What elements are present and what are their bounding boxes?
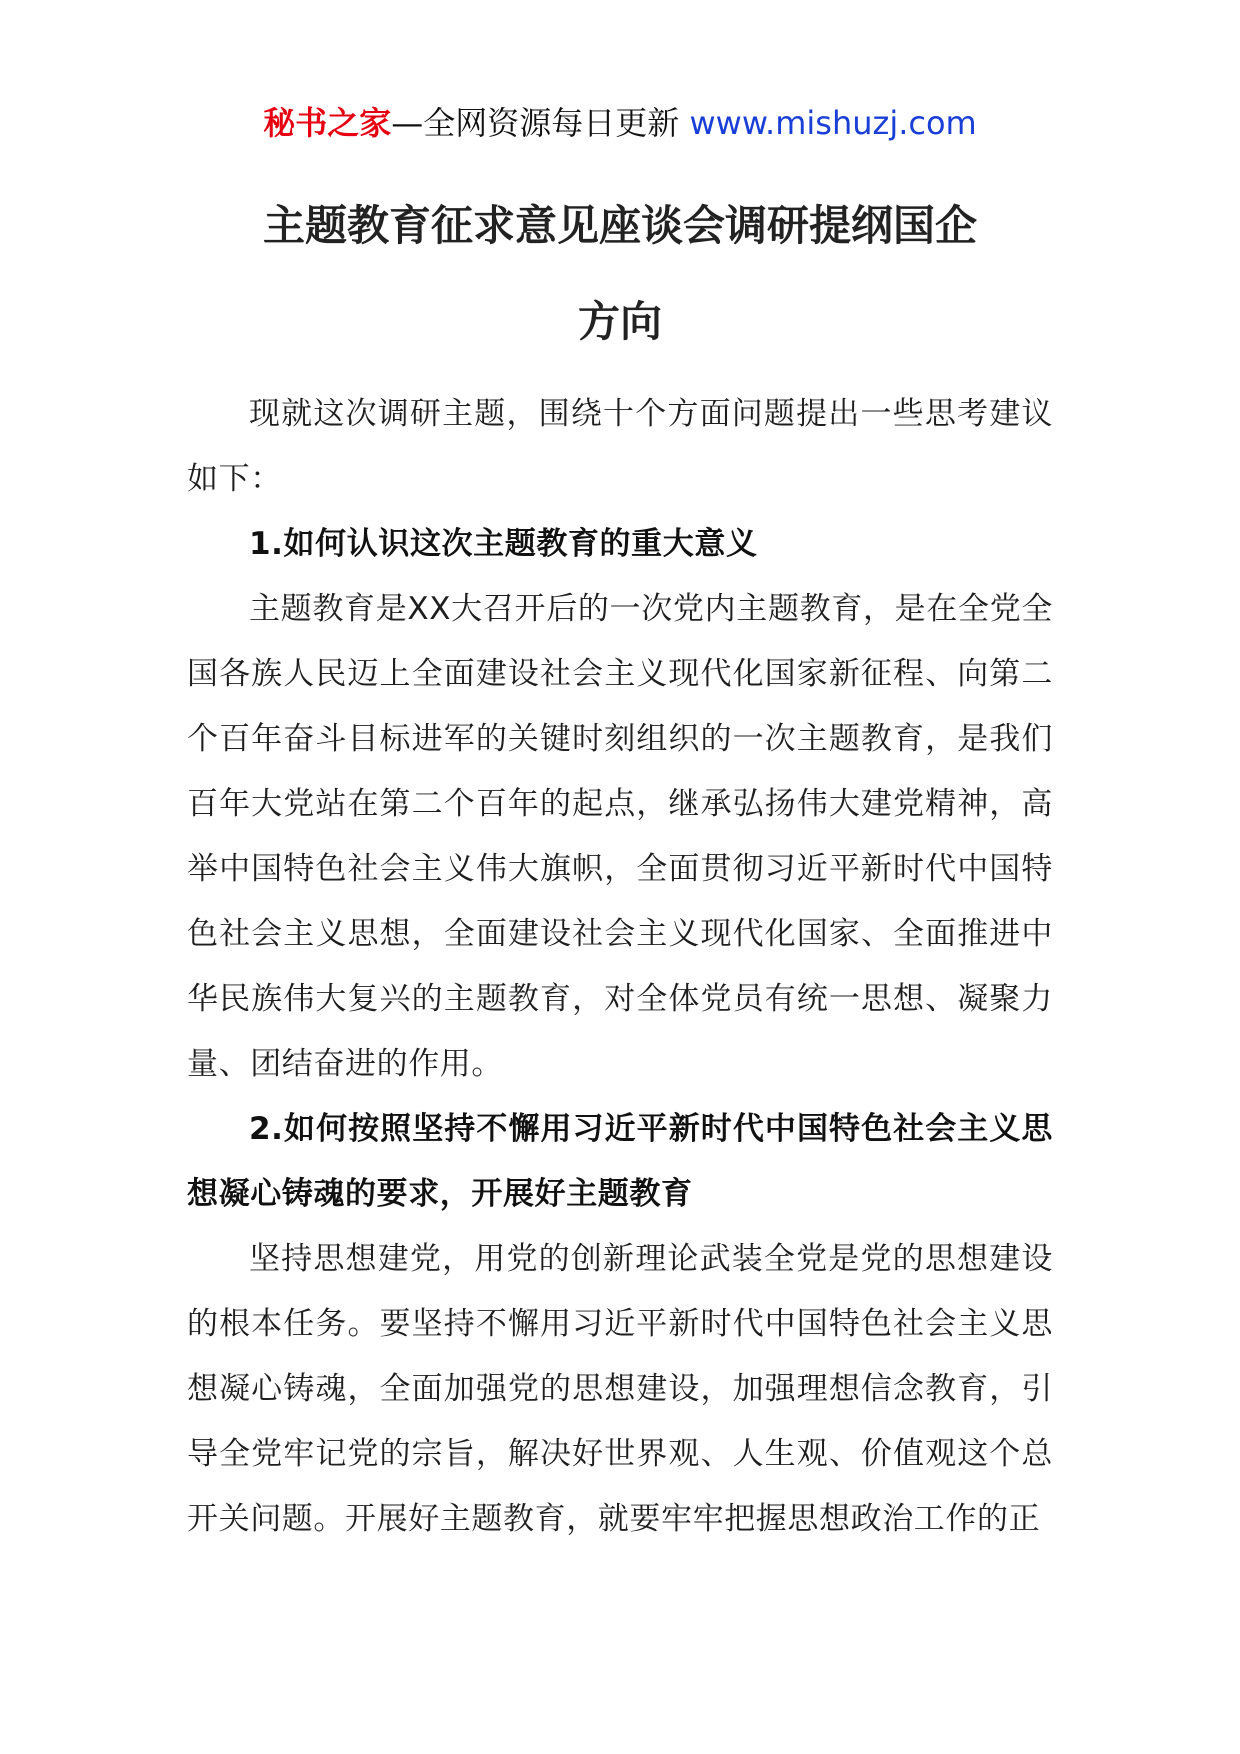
site-url-link[interactable]: www.mishuzj.com <box>689 104 977 142</box>
document-title-line1: 主题教育征求意见座谈会调研提纲国企 <box>262 201 977 250</box>
intro-paragraph: 现就这次调研主题，围绕十个方面问题提出一些思考建议如下： <box>187 396 1053 497</box>
section-heading-2: 2.如何按照坚持不懈用习近平新时代中国特色社会主义思想凝心铸魂的要求，开展好主题教育 <box>187 1111 1053 1212</box>
document-title-line2: 方向 <box>577 297 662 346</box>
body-paragraph-2: 坚持思想建党，用党的创新理论武装全党是党的思想建设的根本任务。要坚持不懈用习近平新时代中国特色社会主义思想凝心铸魂，全面加强党的思想建设，加强理想信念教育，引导全党牢记党的宗旨，解决好世界观、人生观、价值观这个总开关问题。开展好主题教育，就要牢牢把握思想政治工作的正 <box>187 1241 1053 1537</box>
header-tagline: —全网资源每日更新 <box>391 104 680 142</box>
document-body <box>187 382 1053 1552</box>
site-header <box>0 100 1240 146</box>
section-heading-1: 1.如何认识这次主题教育的重大意义 <box>249 526 758 562</box>
brand-name: 秘书之家 <box>263 104 392 142</box>
body-paragraph-1: 主题教育是XX大召开后的一次党内主题教育，是在全党全国各族人民迈上全面建设社会主义现代化国家新征程、向第二个百年奋斗目标进军的关键时刻组织的一次主题教育，是我们百年大党站在第二个百年的起点，继承弘扬伟大建党精神，高举中国特色社会主义伟大旗帜，全面贯彻习近平新时代中国特色社会主义思想，全面建设社会主义现代化国家、全面推进中华民族伟大复兴的主题教育，对全体党员有统一思想、凝聚力量、团结奋进的作用。 <box>187 591 1053 1082</box>
